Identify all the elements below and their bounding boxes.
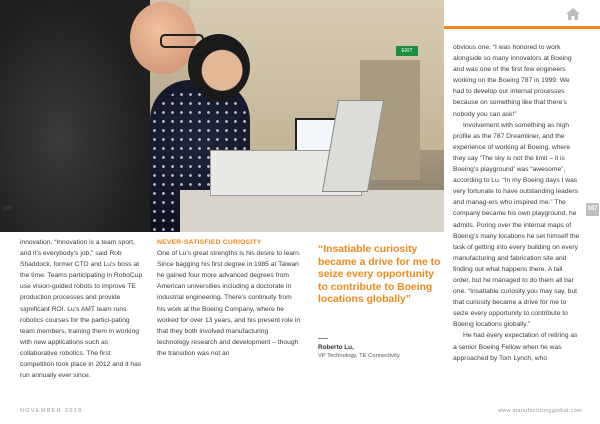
photo-man <box>0 0 150 232</box>
section-subhead: NEVER-SATISFIED CURIOSITY <box>157 239 262 246</box>
page-number-left: 166 <box>1 206 12 212</box>
quote-author: Roberto Lu, <box>318 344 354 351</box>
quote-divider <box>318 338 328 339</box>
home-icon[interactable] <box>565 7 581 21</box>
accent-bar <box>444 26 600 29</box>
column1-paragraph-1: innovation. “Innovation is a team sport, and it’s everybody’s job,” said Rob Shaddock, former CTO and Lu’s boss at the time. Teams participating in RoboCup use vision-guided robots to improve TE production processes and provide significant ROI. Lu’s AMT team runs robotics courses for the partici-pating team members, training them in working with new applications such as collaborative robotics. The first competition took place in 2012 and it has run annually ever since. <box>20 239 143 380</box>
page-number-right: 167 <box>586 203 599 216</box>
pull-quote: “Insatiable curiosity became a drive for me to seize every opportunity to contribute to Boeing locations globally” <box>318 244 441 306</box>
column4-paragraph-1: obvious one. “I was honored to work alongside so many innovators at Boeing and was one of the first few engineers working on the Boeing 787 in 1999. We had to develop our internal processes because on something like that there’s nobody you can ask!” <box>453 44 572 118</box>
article-column-2 <box>157 237 301 359</box>
column4-paragraph-2: Involvement with something as high profile as the 787 Dreamliner, and the experience of working at Boeing, where they say ‘The sky is not the limit – it is Boeing’s playground’ was “awesome”, according to Lu. “In my Boeing days I was very fortunate to have outstanding leaders and manag-ers who inspired me.” The company became his own playground, he admits. Poring over the internal maps of Boeing’s many locations he set himself the task of getting into every building on every manufacturing and fabrication site and finding out what happens there. A tall order, but he managed to do them all bar one. “Insatiable curiosity you may say, but that curiosity became a drive for me to seize every opportunity to contribute to Boeing locations globally.” <box>453 121 580 329</box>
hero-photo <box>0 0 444 232</box>
exit-sign <box>396 46 418 56</box>
photo-table <box>180 190 444 232</box>
article-column-3 <box>453 42 581 364</box>
column4-paragraph-3: He had every expectation of retiring as a senior Boeing Fellow when he was approached by Tom Lynch, who <box>453 332 578 362</box>
footer-date: NOVEMBER 2018 <box>20 408 83 414</box>
photo-woman-head <box>188 34 250 100</box>
quote-author-title: VP Technology, TE Connectivity <box>318 353 400 359</box>
column2-paragraph-1: One of Lu’s great strengths is his desire to learn. Since bagging his first degree in 1985 at Taiwan he gained four more advanced degrees from American universities including a doctorate in industrial engineering. There’s continuity from his work at the Boeing Company, where he worked for over 13 years, and his present role in that they both involved manufacturing technology research and development – though the transition was not an <box>157 250 301 357</box>
article-column-1 <box>20 237 144 381</box>
exit-sign-text: EXIT <box>401 48 413 54</box>
footer-url[interactable]: www.manufacturingglobal.com <box>498 408 582 414</box>
